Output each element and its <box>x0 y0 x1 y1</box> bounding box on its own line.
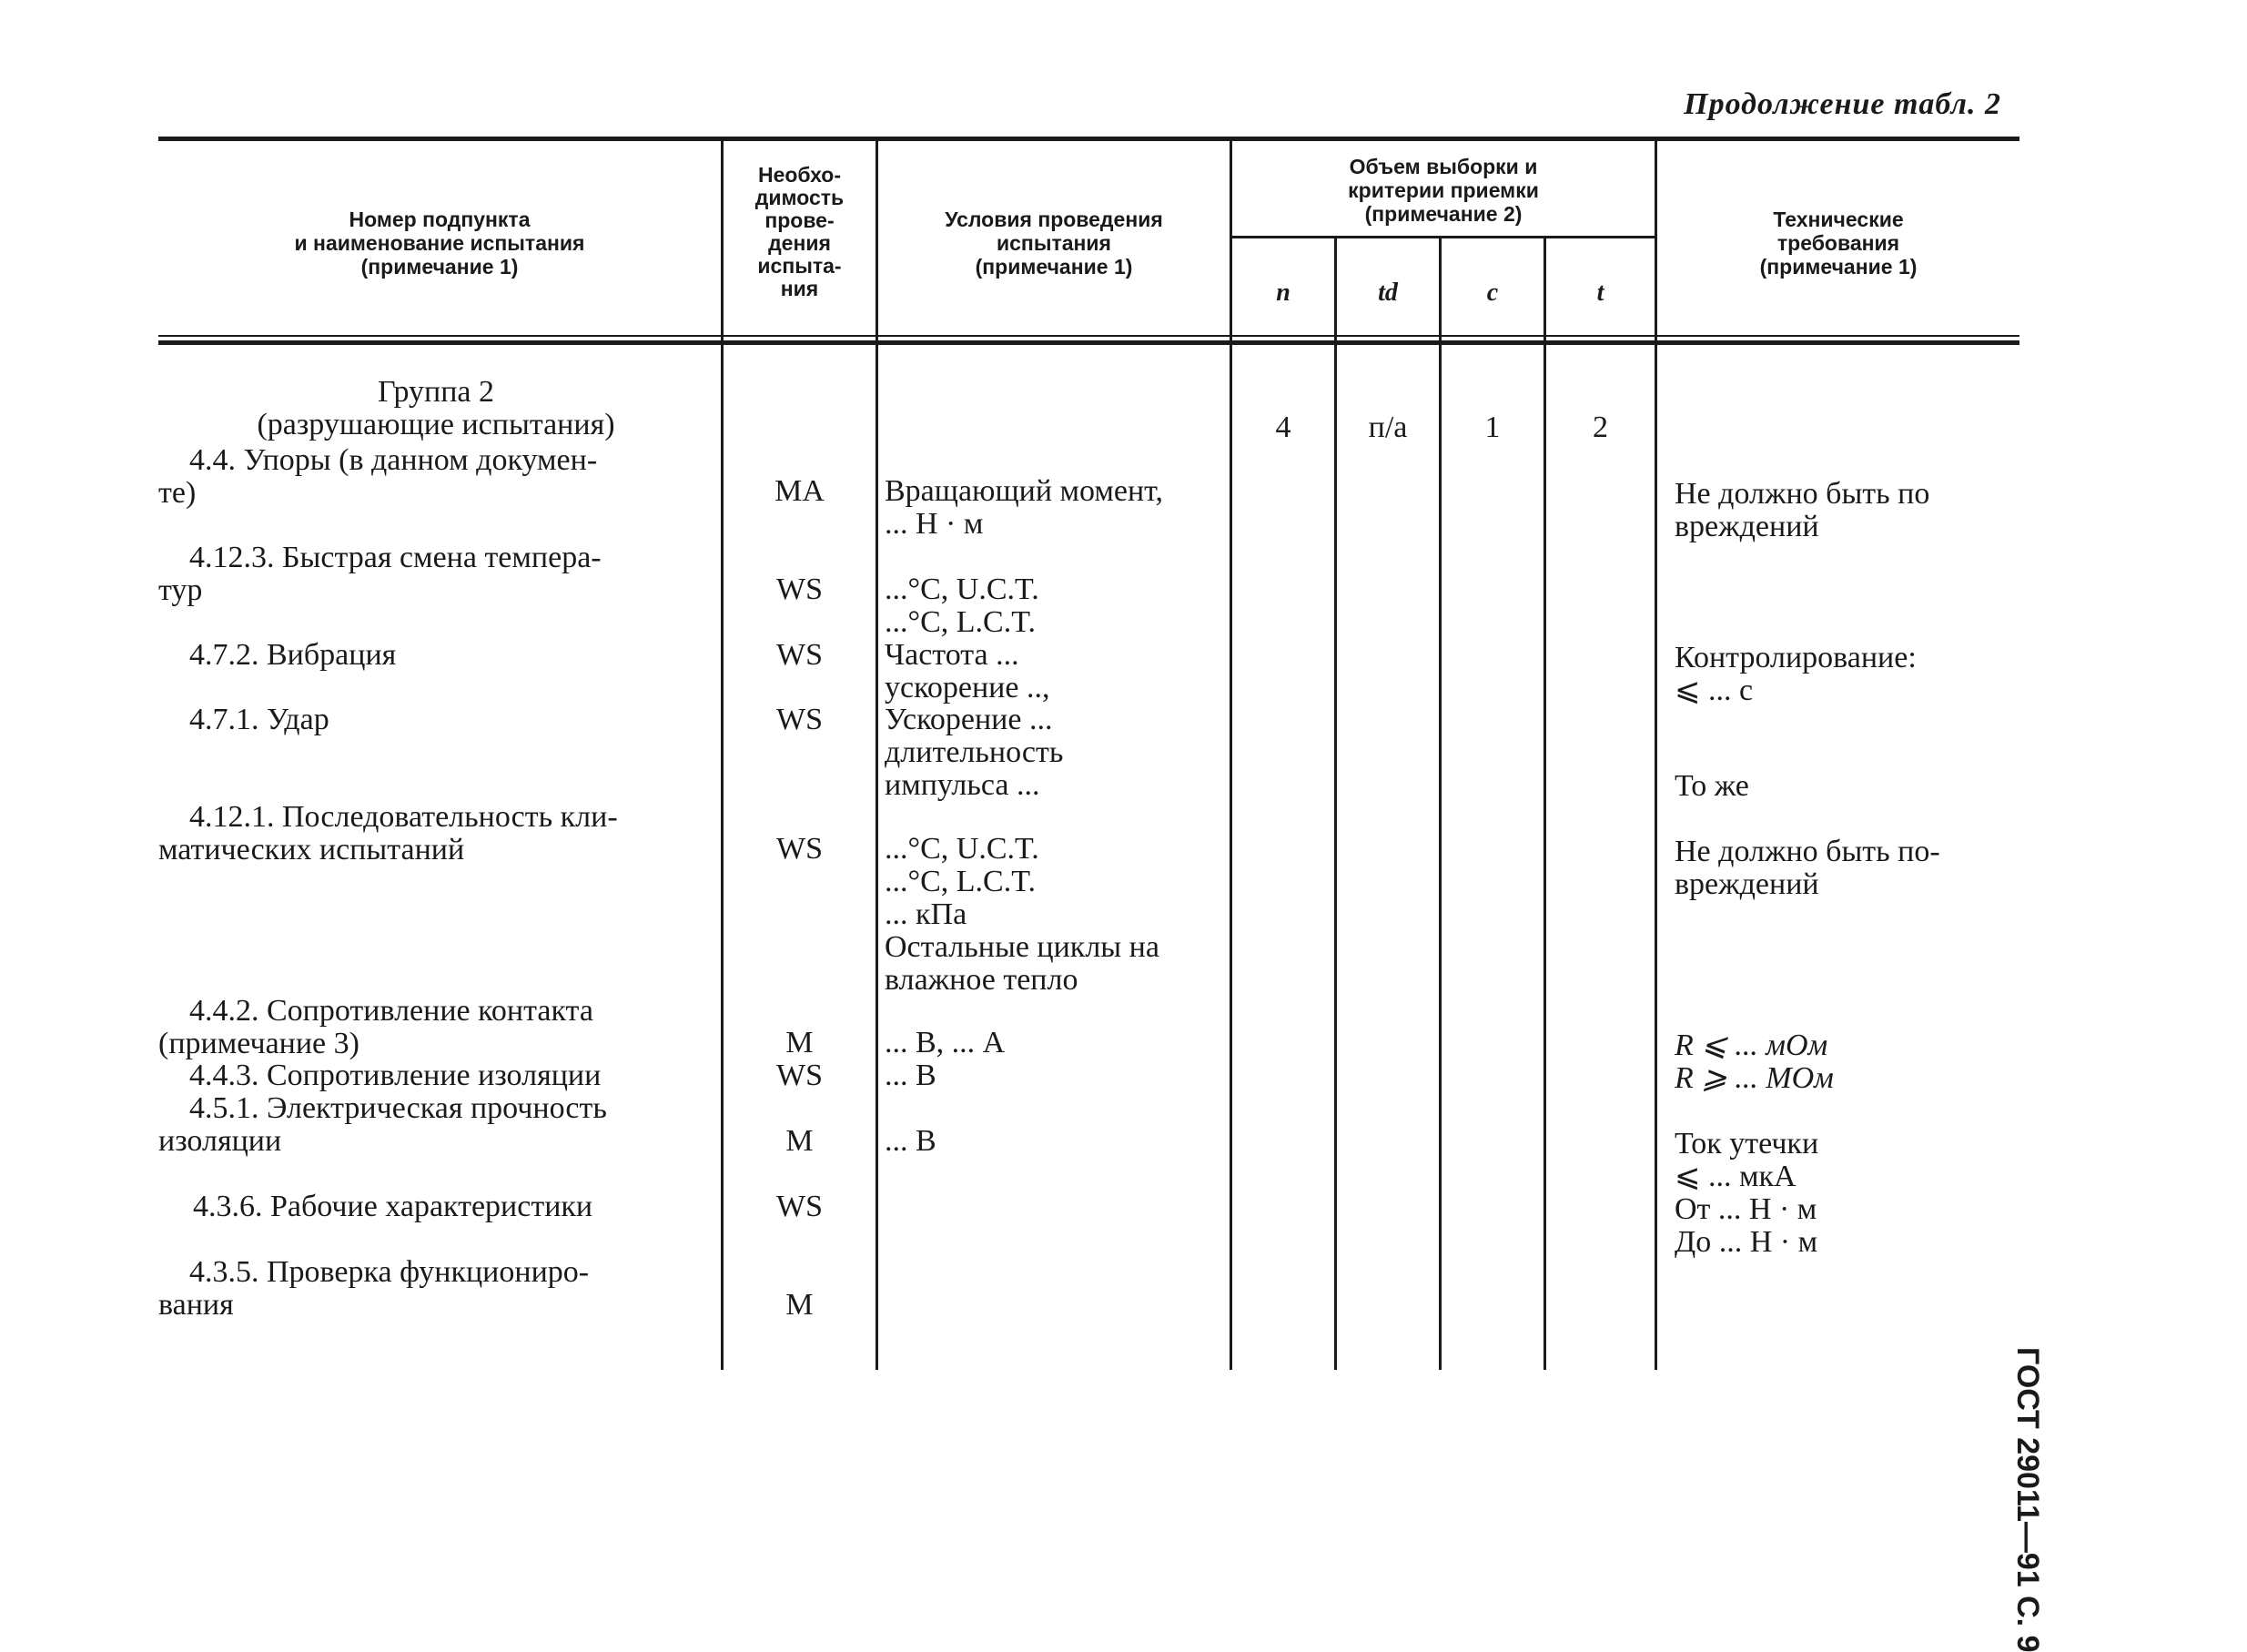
test-conditions: ... В <box>885 1059 936 1092</box>
test-necessity: M <box>785 1124 814 1158</box>
test-requirements: Не должно быть по вреждений <box>1675 477 1930 543</box>
test-conditions: ... В <box>885 1124 936 1158</box>
header-requirements: Технические требования (примечание 1) <box>1759 208 1918 279</box>
test-necessity: WS <box>776 1059 823 1092</box>
test-conditions: ... В, ... А <box>885 1026 1006 1059</box>
subcolumn-divider <box>1439 238 1442 1370</box>
header-bottom-rule-thick <box>158 340 2019 345</box>
header-td: td <box>1378 279 1398 307</box>
header-c: c <box>1486 279 1499 307</box>
subheader-rule <box>1231 236 1657 238</box>
header-conditions: Условия проведения испытания (примечание 1) <box>945 208 1163 279</box>
test-conditions: ...°C, U.C.T. ...°C, L.C.T. <box>885 573 1039 639</box>
test-necessity: WS <box>776 832 823 866</box>
test-requirements: R ⩾ ... МОм <box>1675 1061 1834 1095</box>
sample-t: 2 <box>1593 410 1608 444</box>
header-bottom-rule <box>158 335 2019 337</box>
test-requirements: Ток утечки ⩽ ... мкА <box>1675 1127 1819 1193</box>
column-divider <box>876 141 878 1370</box>
test-name: 4.5.1. Электрическая прочность изоляции <box>158 1091 607 1158</box>
test-name: 4.12.1. Последовательность кли- матических испытаний <box>158 800 618 867</box>
test-name: 4.3.5. Проверка функциониро- вания <box>158 1255 590 1322</box>
test-requirements: R ⩽ ... мОм <box>1675 1029 1828 1062</box>
test-name: 4.4.2. Сопротивление контакта (примечание 3) <box>158 994 593 1060</box>
test-necessity: WS <box>776 703 823 736</box>
test-name: 4.7.1. Удар <box>189 703 329 736</box>
test-name: 4.7.2. Вибрация <box>189 638 397 672</box>
test-necessity: M <box>785 1288 814 1322</box>
header-sample-criteria: Объем выборки и критерии приемки (примечание 2) <box>1348 155 1539 226</box>
test-necessity: M <box>785 1026 814 1059</box>
test-name: 4.4. Упоры (в данном докумен- те) <box>158 443 598 510</box>
sample-n: 4 <box>1275 410 1291 444</box>
subcolumn-divider <box>1334 238 1337 1370</box>
test-requirements: То же <box>1675 769 1749 803</box>
group-heading: Группа 2 (разрушающие испытания) <box>257 375 615 441</box>
test-name: 4.3.6. Рабочие характеристики <box>193 1190 593 1223</box>
column-divider <box>1655 141 1657 1370</box>
header-test-name: Номер подпункта и наименование испытания (примечание 1) <box>294 208 585 279</box>
sample-c: 1 <box>1484 410 1501 444</box>
column-divider <box>1230 141 1232 1370</box>
test-requirements: Не должно быть по- вреждений <box>1675 835 1940 901</box>
header-t: t <box>1596 279 1604 307</box>
test-requirements: От ... Н · м До ... Н · м <box>1675 1192 1818 1259</box>
column-divider <box>721 141 724 1370</box>
test-requirements: Контролирование: ⩽ ... c <box>1675 641 1917 707</box>
table-top-rule <box>158 137 2019 141</box>
subcolumn-divider <box>1544 238 1546 1370</box>
test-necessity: WS <box>776 638 823 672</box>
header-n: n <box>1276 279 1291 307</box>
test-conditions: Частота ... ускорение .., <box>885 638 1050 704</box>
test-name: 4.12.3. Быстрая смена темпера- тур <box>158 541 602 607</box>
test-necessity: MA <box>774 474 825 508</box>
test-necessity: WS <box>776 573 823 606</box>
test-name: 4.4.3. Сопротивление изоляции <box>189 1059 602 1092</box>
page-side-label: ГОСТ 29011—91 С. 9 <box>2010 1347 2045 1652</box>
test-necessity: WS <box>776 1190 823 1223</box>
test-conditions: Вращающий момент, ... Н · м <box>885 474 1163 541</box>
table-caption: Продолжение табл. 2 <box>1684 87 2001 121</box>
sample-td: п/а <box>1368 410 1408 444</box>
header-necessity: Необхо- димость прове- дения испыта- ния <box>754 163 845 300</box>
test-conditions: ...°C, U.C.T. ...°C, L.C.T. ... кПа Остальные циклы на влажное тепло <box>885 832 1159 997</box>
test-conditions: Ускорение ... длительность импульса ... <box>885 703 1064 802</box>
